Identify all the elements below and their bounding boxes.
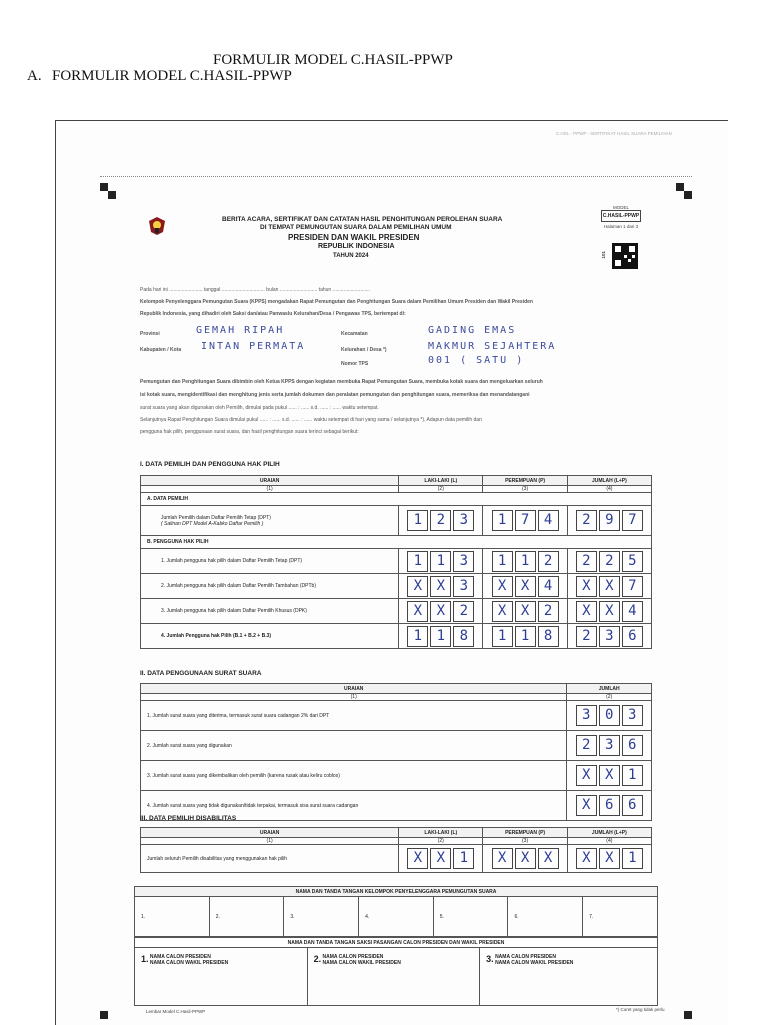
section-title: FORMULIR MODEL C.HASIL-PPWP xyxy=(52,68,292,84)
digit-box: 4 xyxy=(538,576,559,597)
saksi-title: NAMA DAN TANDA TANGAN SAKSI PASANGAN CALON PRESIDEN DAN WAKIL PRESIDEN xyxy=(135,938,658,948)
digit-box: 3 xyxy=(453,510,474,531)
cawapres-label: NAMA CALON WAKIL PRESIDEN xyxy=(149,960,229,966)
digit-box: X xyxy=(407,576,428,597)
cawapres-label: NAMA CALON WAKIL PRESIDEN xyxy=(322,960,401,966)
digit-box: 6 xyxy=(599,795,620,816)
col-uraian: URAIAN xyxy=(141,476,399,486)
dotted-border xyxy=(100,176,692,177)
col-perempuan: PEREMPUAN (P) xyxy=(483,476,567,486)
b1-label: 1. Jumlah pengguna hak pilih dalam Daftar Pemilih Tetap (DPT) xyxy=(141,549,399,574)
model-box xyxy=(601,205,641,229)
b4-laki xyxy=(399,624,483,649)
col-laki: LAKI-LAKI (L) xyxy=(399,476,483,486)
digit-box: X xyxy=(538,848,559,869)
digit-box: 1 xyxy=(492,510,513,531)
intro-text-1: Kelompok Penyelenggara Pemungutan Suara (KPPS) mengadakan Rapat Pemungutan dan Penghitungan Suara dalam Pemilihan Umum Presiden dan Wakil Presiden xyxy=(140,299,533,305)
col-laki: LAKI-LAKI (L) xyxy=(399,828,483,838)
model-label: MODEL xyxy=(612,205,629,210)
saksi-slot-1 xyxy=(135,948,308,1006)
b2-label: 2. Jumlah pengguna hak pilih dalam Daftar Pemilih Tambahan (DPTb) xyxy=(141,574,399,599)
b1-laki xyxy=(399,549,483,574)
registration-mark xyxy=(676,183,684,191)
capres-label: NAMA CALON PRESIDEN xyxy=(495,954,556,960)
digit-box: 2 xyxy=(576,551,597,572)
section-heading xyxy=(27,68,292,85)
kpps-sign-slot: 7. xyxy=(583,897,658,937)
digit-box: 1 xyxy=(407,510,428,531)
digit-box: X xyxy=(407,848,428,869)
col-number: (4) xyxy=(567,486,651,493)
digit-box: X xyxy=(599,601,620,622)
digit-box: 3 xyxy=(599,735,620,756)
scanned-form xyxy=(55,120,728,1025)
digit-box: X xyxy=(599,765,620,786)
disabilitas-perempuan xyxy=(483,845,567,873)
digit-box: X xyxy=(492,576,513,597)
digit-box: 8 xyxy=(453,626,474,647)
ss-r1-label: 1. Jumlah surat suara yang diterima, termasuk surat suara cadangan 2% dari DPT xyxy=(141,701,567,731)
ss-r4-value xyxy=(567,791,652,821)
dpt-label-text: Jumlah Pemilih dalam Daftar Pemilih Tetap (DPT) xyxy=(161,514,271,521)
digit-box: 2 xyxy=(453,601,474,622)
ss-r2-label: 2. Jumlah surat suara yang digunakan xyxy=(141,731,567,761)
digit-box: 2 xyxy=(538,551,559,572)
dpt-label-sub: ( Salinan DPT Model A-Kabko Daftar Pemilih ) xyxy=(161,520,264,527)
para-line-1: Pemungutan dan Penghitungan Suara dibimbin oleh Ketua KPPS dengan kegiatan membuka Rapat Pemungutan Suara, membuka kotak suara dan mengeluarkan seluruh xyxy=(140,379,543,385)
ss-r3-value xyxy=(567,761,652,791)
digit-box: 1 xyxy=(622,765,643,786)
dpt-perempuan xyxy=(483,506,567,536)
registration-mark xyxy=(684,1011,692,1019)
digit-box: 4 xyxy=(622,601,643,622)
document-title: FORMULIR MODEL C.HASIL-PPWP xyxy=(213,52,453,68)
digit-box: 2 xyxy=(576,626,597,647)
saksi-number: 2. xyxy=(313,954,322,964)
section2-table xyxy=(140,683,652,821)
header-line-1: BERITA ACARA, SERTIFIKAT DAN CATATAN HASIL PENGHITUNGAN PEROLEHAN SUARA xyxy=(222,216,503,223)
kabupaten-label: Kabupaten / Kota xyxy=(140,347,182,353)
header-line-2: DI TEMPAT PEMUNGUTAN SUARA DALAM PEMILIHAN UMUM xyxy=(260,224,452,231)
digit-box: 1 xyxy=(407,626,428,647)
section3-table xyxy=(140,827,652,873)
section2-title: II. DATA PENGGUNAAN SURAT SUARA xyxy=(140,670,262,677)
kpps-title: NAMA DAN TANDA TANGAN KELOMPOK PENYELENGGARA PEMUNGUTAN SUARA xyxy=(135,887,658,897)
page-indicator: Halaman 1 dari 3 xyxy=(603,224,639,229)
digit-box: 1 xyxy=(515,551,536,572)
digit-box: X xyxy=(430,601,451,622)
top-note: C.HSL - PPWP - SERTIFIKAT HASIL SUARA PEMILIHAN xyxy=(556,131,672,136)
digit-box: 3 xyxy=(599,626,620,647)
col-uraian: URAIAN xyxy=(141,828,399,838)
digit-box: X xyxy=(576,848,597,869)
col-number: (2) xyxy=(399,838,483,845)
digit-box: 1 xyxy=(430,626,451,647)
disabilitas-jumlah xyxy=(567,845,651,873)
kpps-sign-slot: 4. xyxy=(359,897,434,937)
digit-box: X xyxy=(576,601,597,622)
dpt-jumlah xyxy=(567,506,651,536)
kpps-sign-slot: 2. xyxy=(209,897,284,937)
saksi-number: 3. xyxy=(486,954,494,964)
digit-box: X xyxy=(430,848,451,869)
saksi-signature-table xyxy=(134,937,658,1006)
digit-box: 6 xyxy=(622,735,643,756)
kpps-sign-slot: 3. xyxy=(284,897,359,937)
para-line-5: pengguna hak pilih, penggunaan surat suara, dan hasil penghitungan suara terinci sebagai berikut: xyxy=(140,429,359,435)
intro-date-line: Pada hari ini ........................ tanggal ............................... bulan ........................... tahun ........................... xyxy=(140,287,371,293)
tps-value: 001 ( SATU ) xyxy=(428,355,525,366)
ss-r4-label: 4. Jumlah surat suara yang tidak digunakan/tidak terpakai, termasuk sisa surat suara cadangan xyxy=(141,791,567,821)
digit-box: 4 xyxy=(538,510,559,531)
saksi-slot-3 xyxy=(480,948,658,1006)
digit-box: X xyxy=(430,576,451,597)
digit-box: 2 xyxy=(576,735,597,756)
col-jumlah: JUMLAH (L+P) xyxy=(567,828,651,838)
intro-text-2: Republik Indonesia, yang dihadiri oleh Saksi dan/atau Panwaslu Kelurahan/Desa / Pengawas TPS, bertempat di: xyxy=(140,311,406,317)
digit-box: 7 xyxy=(515,510,536,531)
ss-r2-value xyxy=(567,731,652,761)
para-line-3: surat suara yang akan digunakan oleh Pemilih, dimulai pada pukul ...... : ...... s.d. ...... : ...... waktu setempat. xyxy=(140,405,379,411)
ss-r1-value xyxy=(567,701,652,731)
digit-box: 1 xyxy=(492,551,513,572)
digit-box: 7 xyxy=(622,510,643,531)
digit-box: 1 xyxy=(622,848,643,869)
kpu-logo-icon xyxy=(148,216,166,241)
digit-box: 2 xyxy=(576,510,597,531)
b4-perempuan xyxy=(483,624,567,649)
digit-box: 3 xyxy=(576,705,597,726)
digit-box: X xyxy=(492,848,513,869)
digit-box: 6 xyxy=(622,795,643,816)
kpps-sign-slot: 6. xyxy=(508,897,583,937)
b4-jumlah xyxy=(567,624,651,649)
digit-box: 3 xyxy=(453,576,474,597)
digit-box: 5 xyxy=(622,551,643,572)
b2-perempuan xyxy=(483,574,567,599)
saksi-number: 1. xyxy=(141,954,149,964)
qr-code-icon xyxy=(612,243,638,274)
capres-label: NAMA CALON PRESIDEN xyxy=(149,954,211,960)
digit-box: 3 xyxy=(453,551,474,572)
digit-box: X xyxy=(515,848,536,869)
section1-title: I. DATA PEMILIH DAN PENGGUNA HAK PILIH xyxy=(140,461,280,468)
kecamatan-value: GADING EMAS xyxy=(428,325,517,336)
kecamatan-label: Kecamatan xyxy=(341,331,368,337)
digit-box: 1 xyxy=(430,551,451,572)
disabilitas-label: Jumlah seluruh Pemilih disabilitas yang menggunakan hak pilih xyxy=(141,845,399,873)
registration-mark xyxy=(108,191,116,199)
digit-box: 8 xyxy=(538,626,559,647)
b3-jumlah xyxy=(567,599,651,624)
digit-box: X xyxy=(576,576,597,597)
b4-label: 4. Jumlah Pengguna hak Pilih (B.1 + B.2 + B.3) xyxy=(141,624,399,649)
b2-laki xyxy=(399,574,483,599)
col-perempuan: PEREMPUAN (P) xyxy=(483,828,567,838)
b2-jumlah xyxy=(567,574,651,599)
col-number: (1) xyxy=(141,486,399,493)
cawapres-label: NAMA CALON WAKIL PRESIDEN xyxy=(495,960,574,966)
digit-box: X xyxy=(576,795,597,816)
footer-right-note: *) Coret yang tidak perlu xyxy=(616,1007,665,1012)
digit-box: 2 xyxy=(430,510,451,531)
header-line-3: PRESIDEN DAN WAKIL PRESIDEN xyxy=(288,233,420,242)
kabupaten-value: INTAN PERMATA xyxy=(201,341,306,352)
digit-box: X xyxy=(515,601,536,622)
header-line-5: TAHUN 2024 xyxy=(333,253,369,259)
registration-mark xyxy=(100,1011,108,1019)
b3-laki xyxy=(399,599,483,624)
kelurahan-label: Kelurahan / Desa *) xyxy=(341,347,387,353)
dpt-laki xyxy=(399,506,483,536)
model-code: C.HASIL-PPWP xyxy=(601,210,641,222)
saksi-slot-2 xyxy=(307,948,480,1006)
digit-box: X xyxy=(576,765,597,786)
provinsi-value: GEMAH RIPAH xyxy=(196,325,285,336)
b1-jumlah xyxy=(567,549,651,574)
col-number: (4) xyxy=(567,838,651,845)
digit-box: 2 xyxy=(538,601,559,622)
kpps-signature-table xyxy=(134,886,658,937)
col-jumlah: JUMLAH (L+P) xyxy=(567,476,651,486)
col-number: (3) xyxy=(483,838,567,845)
digit-box: 6 xyxy=(622,626,643,647)
col-number: (1) xyxy=(141,838,399,845)
capres-label: NAMA CALON PRESIDEN xyxy=(322,954,384,960)
b3-label: 3. Jumlah pengguna hak pilih dalam Daftar Pemilih Khusus (DPK) xyxy=(141,599,399,624)
section1-table xyxy=(140,475,652,649)
digit-box: 9 xyxy=(599,510,620,531)
kpps-sign-slot: 1. xyxy=(135,897,210,937)
tps-label: Nomor TPS xyxy=(341,361,369,367)
registration-mark xyxy=(684,191,692,199)
section3-title: III. DATA PEMILIH DISABILITAS xyxy=(140,815,237,822)
section-b-title: B. PENGGUNA HAK PILIH xyxy=(141,536,652,549)
col-jumlah: JUMLAH xyxy=(567,684,652,694)
b3-perempuan xyxy=(483,599,567,624)
digit-box: 1 xyxy=(407,551,428,572)
dpt-label xyxy=(141,506,399,536)
digit-box: X xyxy=(515,576,536,597)
side-code: 101 xyxy=(601,251,606,259)
header-line-4: REPUBLIK INDONESIA xyxy=(318,243,395,250)
digit-box: 1 xyxy=(453,848,474,869)
kelurahan-value: MAKMUR SEJAHTERA xyxy=(428,341,557,352)
disabilitas-laki xyxy=(399,845,483,873)
digit-box: X xyxy=(407,601,428,622)
col-number: (2) xyxy=(399,486,483,493)
kpps-sign-slot: 5. xyxy=(433,897,508,937)
col-number: (3) xyxy=(483,486,567,493)
section-letter: A. xyxy=(27,68,42,84)
digit-box: X xyxy=(599,848,620,869)
digit-box: 2 xyxy=(599,551,620,572)
para-line-2: isi kotak suara, mengidentifikasi dan menghitung jenis serta jumlah dokumen dan peralatan pemungutan dan penghitungan suara, memeriksa dan menandatangani xyxy=(140,392,530,398)
col-uraian: URAIAN xyxy=(141,684,567,694)
col-number: (1) xyxy=(141,694,567,701)
digit-box: 7 xyxy=(622,576,643,597)
section-a-title: A. DATA PEMILIH xyxy=(141,493,652,506)
provinsi-label: Provinsi xyxy=(140,331,160,337)
digit-box: 1 xyxy=(492,626,513,647)
b1-perempuan xyxy=(483,549,567,574)
footer-left-note: Lembar Model C.Hasil-PPWP xyxy=(146,1009,206,1014)
digit-box: 3 xyxy=(622,705,643,726)
col-number: (2) xyxy=(567,694,652,701)
digit-box: X xyxy=(492,601,513,622)
registration-mark xyxy=(100,183,108,191)
digit-box: 1 xyxy=(515,626,536,647)
digit-box: X xyxy=(599,576,620,597)
ss-r3-label: 3. Jumlah surat suara yang dikembalikan oleh pemilih (karena rusak atau keliru coblos) xyxy=(141,761,567,791)
digit-box: 0 xyxy=(599,705,620,726)
para-line-4: Selanjutnya Rapat Penghitungan Suara dimulai pukul ...... : ...... s.d. ...... : ...... waktu setempat di hari yang sama / selanjutnya *). Adapun data pemilih dan xyxy=(140,417,482,423)
